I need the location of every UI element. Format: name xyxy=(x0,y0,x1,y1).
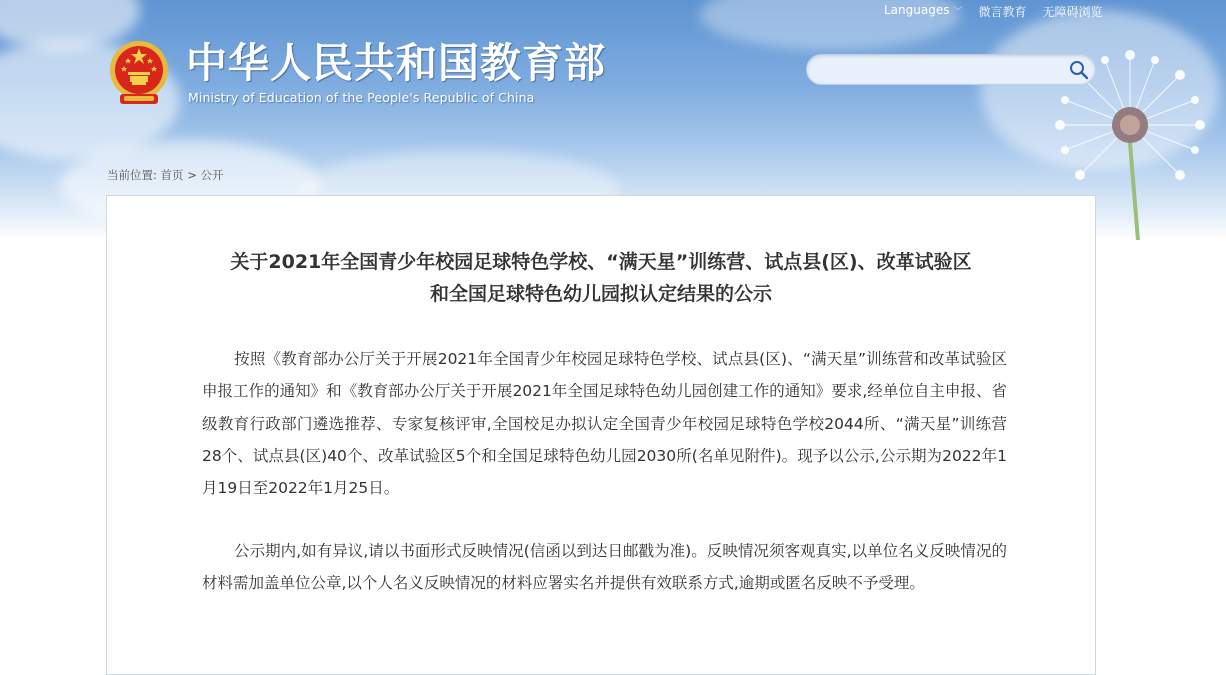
paragraph-2-text: 公示期内,如有异议,请以书面形式反映情况(信函以到达日邮戳为准)。反映情况须客观真实,以单位名义反映情况的材料需加盖单位公章,以个人名义反映情况的材料应署实名并提供有效联系方式,逾期或匿名反映不予受理。 xyxy=(202,542,1007,593)
languages-label: Languages xyxy=(884,3,950,17)
article-panel xyxy=(106,195,1096,675)
national-emblem-icon xyxy=(106,38,172,108)
chevron-down-icon: ﹀ xyxy=(953,7,963,17)
site-title-en: Ministry of Education of the People's Republic of China xyxy=(188,90,535,105)
article-paragraph-1 xyxy=(202,343,1007,504)
paragraph-1-text: 按照《教育部办公厅关于开展2021年全国青少年校园足球特色学校、试点县(区)、“满天星”训练营和改革试验区申报工作的通知》和《教育部办公厅关于开展2021年全国足球特色幼儿园创建工作的通知》要求,经单位自主申报、省级教育行政部门遴选推荐、专家复核评审,全国校足办拟认定全国青少年校园足球特色学校2044所、“满天星”训练营28个、试点县(区)40个、改革试验区5个和全国足球特色幼儿园2030所(名单见附件)。现予以公示,公示期为2022年1月19日至2022年1月25日。 xyxy=(202,350,1007,498)
article-title-line1: 关于2021年全国青少年校园足球特色学校、“满天星”训练营、试点县(区)、改革试验区 xyxy=(230,251,972,273)
search-input[interactable] xyxy=(821,59,1065,83)
site-title-cn: 中华人民共和国教育部 xyxy=(186,39,606,87)
weiyu-link[interactable]: 微言教育 xyxy=(978,5,1027,19)
search-box xyxy=(806,54,1096,85)
breadcrumb-home-link[interactable]: 首页 xyxy=(160,168,184,182)
top-nav xyxy=(884,3,1103,19)
search-icon[interactable] xyxy=(1069,60,1089,80)
breadcrumb-separator: > xyxy=(187,168,197,182)
breadcrumb xyxy=(107,167,223,183)
breadcrumb-prefix: 当前位置: xyxy=(107,168,157,182)
accessibility-link[interactable]: 无障碍浏览 xyxy=(1042,5,1103,19)
languages-menu[interactable] xyxy=(884,3,963,19)
article-title-line2: 和全国足球特色幼儿园拟认定结果的公示 xyxy=(429,283,772,305)
article-paragraph-2 xyxy=(202,535,1007,600)
article-title xyxy=(107,246,1095,310)
breadcrumb-current-link[interactable]: 公开 xyxy=(200,168,224,182)
